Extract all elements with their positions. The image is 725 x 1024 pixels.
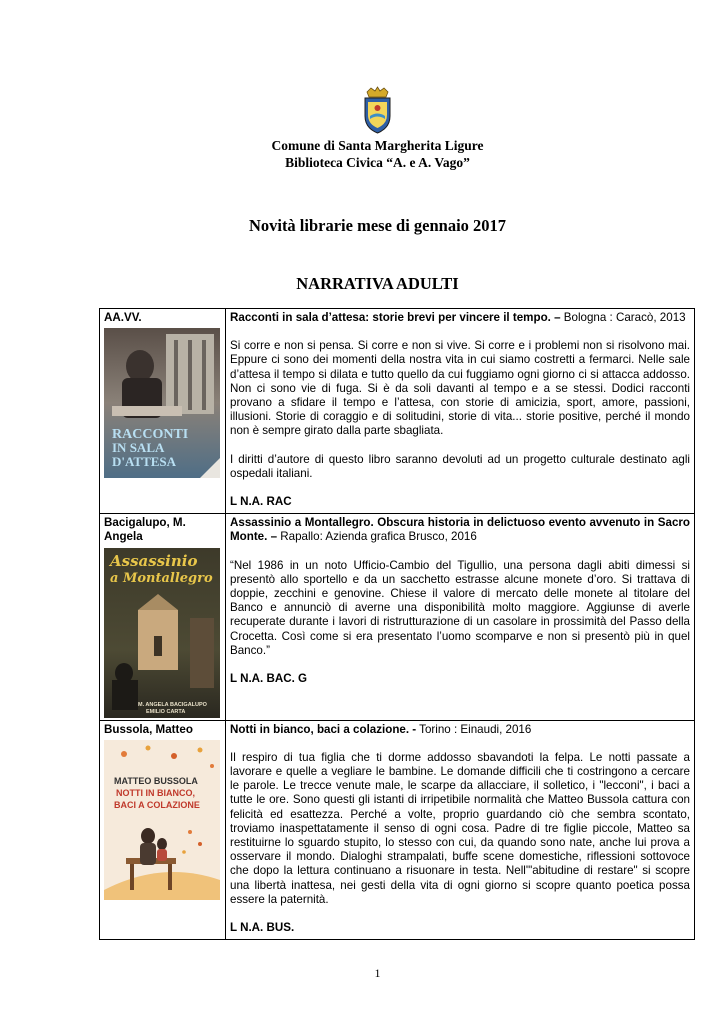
author-cell xyxy=(100,514,226,720)
cover-title-line: IN SALA xyxy=(112,440,165,456)
book-table xyxy=(99,308,695,940)
book-description: Si corre e non si pensa. Si corre e non si vive. Si corre e i problemi non si risolvono mai. Eppure ci sono dei momenti della nostra vita in cui siamo costretti a fermarci. Nelle sale d’attesa il tempo si dilata e tutto quello da cui fuggiamo ogni giorno ci si attacca addosso. Non ci sono vie di fuga. Si è da soli davanti al tempo e a se stessi. Dodici racconti provano a sfidare il tempo e l’attesa, con storie di amicizia, sport, amore, passioni, illusioni. Storie di coraggio e di solitudini, storie di vita... storie positive, perché il mondo non è sempre girato dalla parte sbagliata. xyxy=(230,339,690,438)
author-name: AA.VV. xyxy=(104,311,142,324)
table-row xyxy=(100,720,695,940)
cover-title-line: D'ATTESA xyxy=(112,454,177,470)
cover-author-line: EMILIO CARTA xyxy=(146,708,186,715)
book-cover-montallegro xyxy=(104,548,220,718)
book-publication: Bologna : Caracò, 2013 xyxy=(560,311,686,324)
book-description: Il respiro di tua figlia che ti dorme addosso sbavandoti la felpa. Le notti passate a lavorare e quelle a vegliare le bambine. Le domande difficili che ti costringono a cercare le parole. Le trecce venute male, le scarpe da allacciare, il solletico, i "lecconi", i baci a tutte le ore. Sono questi gli istanti di irripetibile normalità che Matteo Bussola cattura con felicità ed esattezza. Perché a volte, proprio guardando ciò che sembra scontato, troviamo inaspettatamente il senso di ogni cosa. Padre di tre figlie piccole, Matteo sa restituirne lo sguardo stupito, lo stesso con cui, da quando sono nate, anche lui prova a osservare il mondo. Dialoghi strampalati, buffe scene domestiche, riflessioni sottovoce che dopo la lettura continuano a risuonare in testa. Nell'"abitudine di restare" si scopre una libertà inattesa, nei gesti della vita di ogni giorno si scopre quanto poetica possa essere la paternità. xyxy=(230,750,690,906)
header-library: Biblioteca Civica “A. e A. Vago” xyxy=(285,155,470,170)
author-name: Bussola, Matteo xyxy=(104,722,193,736)
cover-title-line: MATTEO BUSSOLA xyxy=(114,775,198,786)
header-municipality: Comune di Santa Margherita Ligure xyxy=(271,138,484,153)
table-row xyxy=(100,514,695,720)
book-heading xyxy=(230,516,690,544)
book-heading xyxy=(230,311,690,325)
description-cell xyxy=(226,514,695,720)
section-title: NARRATIVA ADULTI xyxy=(296,274,459,293)
table-row xyxy=(100,309,695,514)
page-number: 1 xyxy=(374,966,381,980)
page-title: Novità librarie mese di gennaio 2017 xyxy=(248,216,507,235)
book-title: Racconti in sala d’attesa: storie brevi per vincere il tempo. – xyxy=(230,311,561,324)
book-title: Notti in bianco, baci a colazione. - xyxy=(230,722,417,736)
cover-title-line: a Montallegro xyxy=(110,570,213,586)
shelf-mark: L N.A. BUS. xyxy=(230,921,295,935)
book-cover-notti-in-bianco xyxy=(104,740,220,900)
book-publication: Torino : Einaudi, 2016 xyxy=(416,722,532,736)
author-name: Bacigalupo, M. Angela xyxy=(104,516,186,544)
shelf-mark: L N.A. RAC xyxy=(230,495,292,509)
cover-author-line: M. ANGELA BACIGALUPO xyxy=(138,701,207,708)
coat-of-arms-icon xyxy=(361,86,394,134)
book-heading xyxy=(230,723,690,737)
book-cover-racconti xyxy=(104,328,220,478)
book-description: “Nel 1986 in un noto Ufficio-Cambio del Tigullio, una persona dagli abiti dimessi si presentò allo sportello e da un sacchetto estrasse alcune monete d’oro. Si trattava di doppie, zecchini e genovine. Chiese il valore di mercato delle monete al titolare del Banco e annunciò di averne una disponibilità molto maggiore. Aggiunse di averle recuperate durante i lavori di ristrutturazione di un casolare in prossimità del Passo della Crocetta. Così come si era presentato l’uomo scomparve e non si presentò più in quel Banco.” xyxy=(230,558,690,657)
book-description: I diritti d’autore di questo libro saranno devoluti ad un progetto culturale destinato agli ospedali italiani. xyxy=(230,452,690,480)
cover-title-line: BACI A COLAZIONE xyxy=(114,799,200,810)
shelf-mark: L N.A. BAC. G xyxy=(230,672,308,686)
cover-title-line: Assassinio xyxy=(110,551,198,570)
description-cell xyxy=(226,720,695,940)
book-publication: Rapallo: Azienda grafica Brusco, 2016 xyxy=(277,530,477,544)
description-cell xyxy=(226,309,695,514)
cover-title-line: RACCONTI xyxy=(112,427,189,443)
author-cell xyxy=(100,309,226,514)
cover-title-line: NOTTI IN BIANCO, xyxy=(116,787,195,798)
author-cell xyxy=(100,720,226,940)
book-title: Assassinio a Montallegro. Obscura historia in delictuoso evento avvenuto in Sacro Monte. – xyxy=(230,516,690,544)
